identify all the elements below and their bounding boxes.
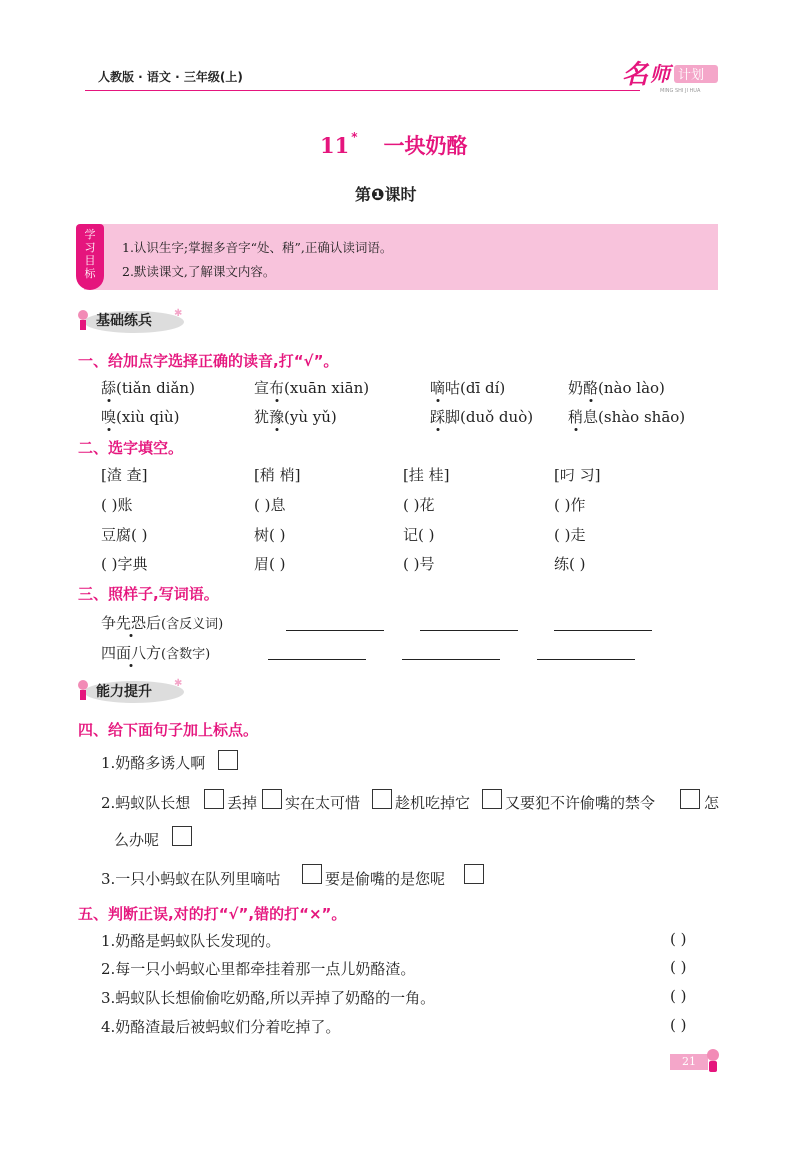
pinyin-item: 嘀咕(dī dí) <box>430 379 506 397</box>
punctuation-box[interactable] <box>218 750 238 770</box>
char-choice: [叼 习] <box>554 466 601 484</box>
punctuation-box[interactable] <box>680 789 700 809</box>
pinyin-item: 踩脚(duǒ duò) <box>430 408 534 426</box>
sentence: 趁机吃掉它 <box>395 794 471 812</box>
sentence: 实在太可惜 <box>285 794 361 812</box>
answer-line[interactable] <box>537 659 635 660</box>
answer-paren[interactable]: ( ) <box>670 958 687 976</box>
answer-line[interactable] <box>420 630 518 631</box>
question-3-heading: 三、照样子,写词语。 <box>78 585 219 603</box>
judge-item: 3.蚂蚁队长想偷偷吃奶酪,所以弄掉了奶酪的一角。 <box>101 989 436 1007</box>
pinyin-item: 嗅(xiù qiù) <box>101 408 180 426</box>
punctuation-box[interactable] <box>172 826 192 846</box>
sentence: 3.一只小蚂蚁在队列里嘀咕 <box>101 870 281 888</box>
answer-paren[interactable]: ( ) <box>670 1016 687 1034</box>
pinyin-item: 宣布(xuān xiān) <box>254 379 370 397</box>
svg-text:MING SHI JI HUA: MING SHI JI HUA <box>660 88 701 94</box>
lesson-name: 一块奶酪 <box>383 134 468 158</box>
fill-blank: ( )走 <box>554 526 586 544</box>
answer-line[interactable] <box>554 630 652 631</box>
sentence: 又要犯不许偷嘴的禁令 <box>505 794 656 812</box>
answer-paren[interactable]: ( ) <box>670 930 687 948</box>
char-choice: [挂 桂] <box>403 466 450 484</box>
fill-blank: ( )号 <box>403 555 435 573</box>
pinyin-item: 舔(tiǎn diǎn) <box>101 379 195 397</box>
section-ability-improvement: 能力提升 <box>96 684 152 700</box>
answer-paren[interactable]: ( ) <box>670 987 687 1005</box>
pinyin-item: 稍息(shào shāo) <box>568 408 686 426</box>
goal-tab-char: 目 <box>84 254 96 267</box>
judge-item: 2.每一只小蚂蚁心里都牵挂着那一点儿奶酪渣。 <box>101 960 416 978</box>
sentence: 丢掉 <box>227 794 258 812</box>
section-basic-practice: 基础练兵 <box>96 313 152 329</box>
pinyin-item: 犹豫(yù yǔ) <box>254 408 337 426</box>
header-rule <box>85 90 640 91</box>
fill-blank: ( )息 <box>254 496 286 514</box>
fill-blank: 练( ) <box>554 555 586 573</box>
question-4-heading: 四、给下面句子加上标点。 <box>78 721 259 739</box>
pinyin-item: 奶酪(nào lào) <box>568 379 665 397</box>
punctuation-box[interactable] <box>204 789 224 809</box>
sentence: 1.奶酪多诱人啊 <box>101 754 206 772</box>
lesson-subtitle: 第❶课时 <box>355 185 417 204</box>
sentence: 怎 <box>704 794 720 812</box>
answer-line[interactable] <box>402 659 500 660</box>
goal-item: 2.默读课文,了解课文内容。 <box>122 264 276 279</box>
judge-item: 4.奶酪渣最后被蚂蚁们分着吃掉了。 <box>101 1018 341 1036</box>
mascot-icon <box>702 1048 724 1074</box>
svg-text:✱: ✱ <box>174 308 183 319</box>
punctuation-box[interactable] <box>482 789 502 809</box>
punctuation-box[interactable] <box>302 864 322 884</box>
fill-blank: 豆腐( ) <box>101 526 148 544</box>
fill-blank: 记( ) <box>403 526 435 544</box>
answer-line[interactable] <box>286 630 384 631</box>
question-1-heading: 一、给加点字选择正确的读音,打“√”。 <box>78 352 339 370</box>
book-header: 人教版 · 语文 · 三年级(上) <box>98 70 243 84</box>
goal-tab-char: 学 <box>84 228 96 241</box>
question-2-heading: 二、选字填空。 <box>78 439 184 457</box>
lesson-number: 11 <box>320 133 350 158</box>
fill-blank: 眉( ) <box>254 555 286 573</box>
answer-line[interactable] <box>268 659 366 660</box>
char-choice: [稍 梢] <box>254 466 301 484</box>
question-5-heading: 五、判断正误,对的打“√”,错的打“×”。 <box>78 905 347 923</box>
svg-text:计划: 计划 <box>678 68 705 83</box>
svg-text:✱: ✱ <box>174 678 183 689</box>
fill-blank: ( )花 <box>403 496 435 514</box>
punctuation-box[interactable] <box>262 789 282 809</box>
fill-blank: ( )账 <box>101 496 133 514</box>
learning-goals-tab <box>76 224 104 290</box>
svg-text:师: 师 <box>650 62 670 86</box>
example-word: 争先恐后(含反义词) <box>101 614 224 632</box>
example-word: 四面八方(含数字) <box>101 644 211 662</box>
learning-goals-box <box>84 224 718 290</box>
svg-text:名: 名 <box>622 60 649 90</box>
sentence: 要是偷嘴的是您呢 <box>325 870 446 888</box>
page-number: 21 <box>670 1054 708 1070</box>
goal-item: 1.认识生字;掌握多音字“处、稍”,正确认读词语。 <box>122 240 393 255</box>
sentence: 2.蚂蚁队长想 <box>101 794 191 812</box>
fill-blank: 树( ) <box>254 526 286 544</box>
lesson-star: * <box>351 130 358 144</box>
judge-item: 1.奶酪是蚂蚁队长发现的。 <box>101 932 281 950</box>
lesson-title <box>320 130 468 160</box>
goal-tab-char: 习 <box>84 241 96 254</box>
fill-blank: ( )作 <box>554 496 586 514</box>
punctuation-box[interactable] <box>372 789 392 809</box>
sentence: 么办呢 <box>114 831 160 849</box>
fill-blank: ( )字典 <box>101 555 148 573</box>
goal-tab-char: 标 <box>84 267 96 280</box>
char-choice: [渣 查] <box>101 466 148 484</box>
brand-logo <box>620 55 730 95</box>
punctuation-box[interactable] <box>464 864 484 884</box>
